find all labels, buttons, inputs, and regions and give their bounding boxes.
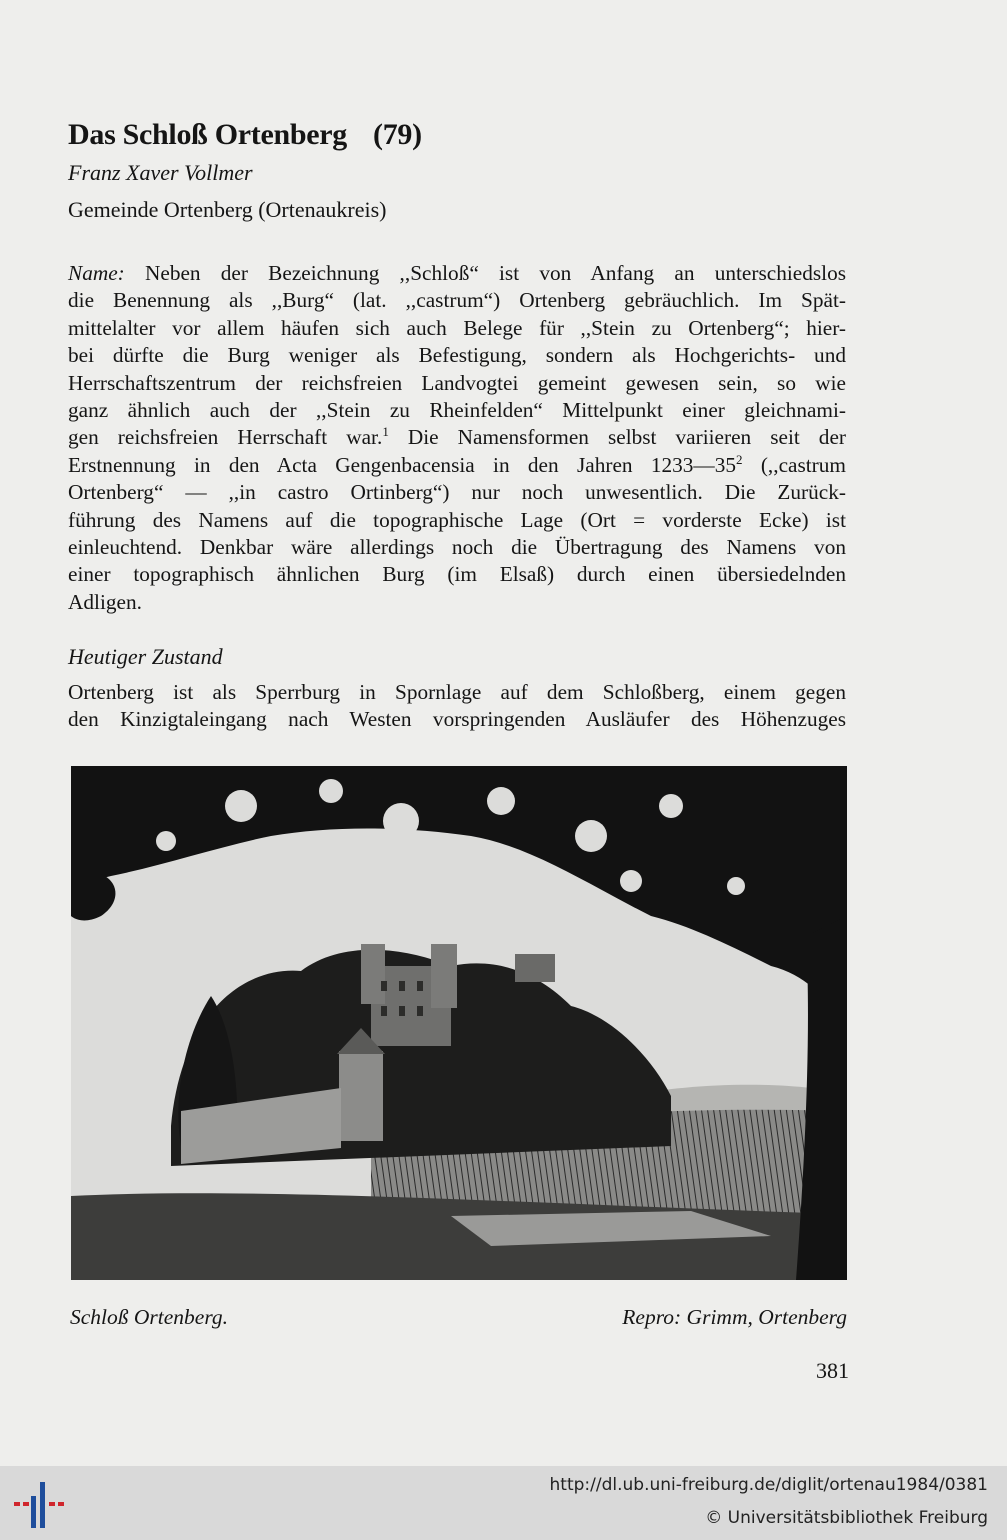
- paragraph-line: führung des Namens auf die topographische Lage (Ort = vorderste Ecke) ist: [68, 507, 846, 532]
- ub-freiburg-logo-icon: [14, 1480, 66, 1530]
- paragraph-line-text: Neben der Bezeichnung ,,Schloß“ ist von Anfang an unterschiedslos: [124, 261, 846, 285]
- line-text: Die Namensformen selbst variieren seit der: [388, 425, 847, 450]
- paragraph-line: einer topographisch ähnlichen Burg (im Elsaß) durch einen übersiedelnden: [68, 562, 846, 587]
- article-number: (79): [373, 118, 422, 151]
- paragraph-line: [68, 452, 846, 479]
- paragraph-line: Adligen.: [68, 589, 142, 614]
- line-text: gen reichsfreien Herrschaft war.: [68, 425, 383, 450]
- name-label: Name:: [68, 261, 125, 285]
- source-url[interactable]: http://dl.ub.uni-freiburg.de/diglit/ortenau1984/0381: [549, 1475, 988, 1495]
- castle-photo-illustration: [71, 766, 847, 1280]
- paragraph-line: einleuchtend. Denkbar wäre allerdings noch die Übertragung des Namens von: [68, 534, 846, 559]
- castle-photo: [71, 766, 847, 1280]
- page-number: 381: [816, 1358, 849, 1383]
- paragraph-line: bei dürfte die Burg weniger als Befestigung, sondern als Hochgerichts- und: [68, 343, 846, 368]
- paragraph-line: [68, 260, 846, 287]
- footnote-ref-1: 1: [382, 424, 389, 440]
- paragraph-line: den Kinzigtaleingang nach Westen vorspringenden Ausläufer des Höhenzuges: [68, 707, 846, 732]
- footnote-ref-2: 2: [736, 451, 743, 467]
- paragraph-line: mittelalter vor allem häufen sich auch Belege für ,,Stein zu Ortenberg“; hier-: [68, 315, 846, 340]
- title-text: Das Schloß Ortenberg: [68, 118, 348, 151]
- paragraph-line: Ortenberg“ — ,,in castro Ortinberg“) nur noch unwesentlich. Die Zurück-: [68, 480, 846, 505]
- paragraph-line: ganz ähnlich auch der ,,Stein zu Rheinfelden“ Mittelpunkt einer gleichnami-: [68, 397, 846, 422]
- author: Franz Xaver Vollmer: [68, 160, 253, 185]
- paragraph-line: [68, 424, 846, 451]
- footer-bar: [0, 1466, 1007, 1540]
- article-title: [68, 118, 422, 152]
- name-paragraph: [68, 260, 846, 616]
- copyright-notice: © Universitätsbibliothek Freiburg: [705, 1508, 988, 1528]
- photo-caption: Schloß Ortenberg.: [70, 1305, 229, 1329]
- state-paragraph: [68, 679, 846, 734]
- line-text: (,,castrum: [742, 452, 846, 477]
- section-heading: Heutiger Zustand: [68, 644, 223, 669]
- paragraph-line: die Benennung als ,,Burg“ (lat. ,,castrum“) Ortenberg gebräuchlich. Im Spät-: [68, 288, 846, 313]
- photo-credit: Repro: Grimm, Ortenberg: [622, 1305, 847, 1329]
- line-text: Erstnennung in den Acta Gengenbacensia in den Jahren 1233—35: [68, 452, 737, 477]
- paragraph-line: Herrschaftszentrum der reichsfreien Landvogtei gemeint gewesen sein, so wie: [68, 370, 846, 395]
- paragraph-line: Ortenberg ist als Sperrburg in Spornlage auf dem Schloßberg, einem gegen: [68, 680, 846, 704]
- municipality: Gemeinde Ortenberg (Ortenaukreis): [68, 197, 387, 222]
